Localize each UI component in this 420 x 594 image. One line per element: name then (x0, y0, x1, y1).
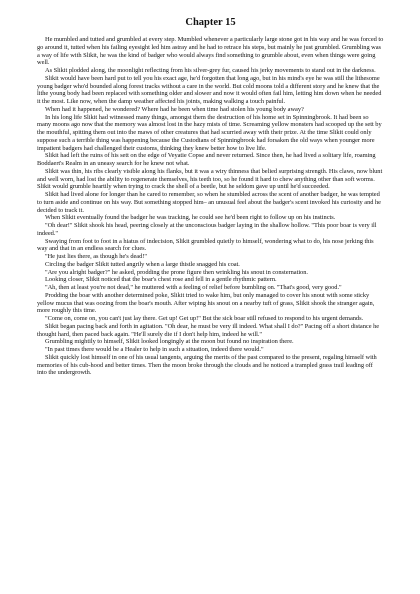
chapter-title: Chapter 15 (185, 17, 236, 28)
paragraph: He mumbled and tutted and grumbled at every step. Mumbled whenever a particularly large stone got in his way and he was forced to go around it, tutted when his failing eyesight led him astray and he had to retrace his steps, but mainly he just grumbled. Grumbling was a way of life with Slikit, he was the kind of badger who would always find something to grumble about, even when things were going well. (37, 36, 384, 67)
paragraph: "Ah, then at least you're not dead," he muttered with a feeling of relief before bumbling on. "That's good, very good." (45, 284, 342, 291)
paragraph: Circling the badger Slikit tutted angrily when a large thistle snagged his coat. (45, 260, 240, 268)
paragraph: Slikit was thin, his ribs clearly visible along his flanks, but it was a wiry thinness that belied surprising strength. His claws, now blunt and well worn, had lost the ability to regenerate themselves, his teeth too, so he found it hard to chew anything other than soft worms. Slikit would grumble heartily when trying to crack the shell of a beetle, but he seldom gave up until he'd succeeded. (37, 167, 383, 191)
chapter-body (37, 36, 384, 377)
paragraph: "Oh dear!" Slikit shook his head, peering closely at the unconscious badger laying in the shallow hollow. "This poor boar is very ill indeed." (37, 222, 377, 237)
paragraph: Prodding the boar with another determined poke, Slikit tried to wake him, but only managed to cover his snout with some sticky yellow mucus that was oozing from the boar's mouth. After wiping his snout on a nearby tuft of grass, Slikit shook the stranger again, more roughly this time. (37, 291, 375, 315)
paragraph: Swaying from foot to foot in a hiatus of indecision, Slikit grumbled quietly to himself, wondering what to do, his nose jerking this way and that in an endless search for clues. (37, 237, 374, 253)
paragraph: Slikit quickly lost himself in one of his usual tangents, arguing the merits of the past compared to the present, regaling himself with memories of his cub-hood and better times. Then the moon broke through the clouds and he noticed a trampled grass trail leading off into the undergrowth. (37, 353, 377, 377)
paragraph: When Slikit eventually found the badger he was tracking, he could see he'd been right to follow up on his instincts. (45, 214, 336, 222)
paragraph: When had it happened, he wondered? Where had he been when time had stolen his young body away? (45, 105, 304, 113)
paragraph: Slikit began pacing back and forth in agitation. "Oh dear, he must be very ill indeed. What shall I do?" Pacing off a short distance he thought hard, then paced back again. "He'll surely die if I don't help him, indeed he will." (37, 322, 380, 338)
paragraph: Slikit had left the ruins of his sett on the edge of Veyatie Copse and never returned. Since then, he had lived a solitary life, roaming Boddaert's Realm in an uneasy search for he knew not what. (37, 152, 376, 167)
paragraph: "In past times there would be a Healer to help in such a situation, indeed there would." (45, 346, 264, 353)
paragraph: "Come on, come on, you can't just lay there. Get up! Get up!" But the sick boar still refused to respond to his urgent demands. (45, 315, 364, 322)
paragraph: Looking closer, Slikit noticed that the boar's chest rose and fell in a gentle rhythmic pattern. (45, 276, 277, 284)
paragraph: Grumbling mightily to himself, Slikit looked longingly at the moon but found no inspiration there. (45, 338, 294, 346)
paragraph: "He just lies there, as though he's dead!" (45, 253, 147, 260)
paragraph: "Are you alright badger?" he asked, prodding the prone figure then wrinkling his snout in consternation. (45, 268, 308, 276)
paragraph: Slikit had lived alone for longer than he cared to remember, so when he stumbled across the scent of another badger, he was tempted to turn aside and continue on his way. But something stopped him– an unusual feel about the badger's scent invoked his curiosity and he decided to track it. (37, 191, 381, 214)
paragraph: Slikit would have been hard put to tell you his exact age, he'd forgotten that long ago, but in his mind's eye he was still the lithesome young badger who'd bounded along forest tracks without a care in the world. But cold moons told a different story and he knew that the lithe young body had been replaced with something older and slower and now it would often fail him, letting him down when he needed it the most. Like now, when the damp weather affected his joints, making walking a touch painful. (37, 74, 382, 105)
paragraph: As Slikit plodded along, the moonlight reflecting from his silver-grey fur, caused his jerky movements to stand out in the darkness. (45, 67, 376, 74)
paragraph: In his long life Slikit had witnessed many things, amongst them the destruction of his home set in Spinningbrook. It had been so many moons ago now that the memory was almost lost in the hazy mists of time. Screaming yellow monsters had scooped up the sett by the mouthful, spitting them out into the maws of other creatures that had scurried away with their prize. At the time Slikit could only suppose such a terrible thing was happening because the Custodians of Spinningbrook had forsaken the old ways when younger more impatient badgers had challenged their customs, thinking they knew better how to live life. (37, 113, 382, 152)
